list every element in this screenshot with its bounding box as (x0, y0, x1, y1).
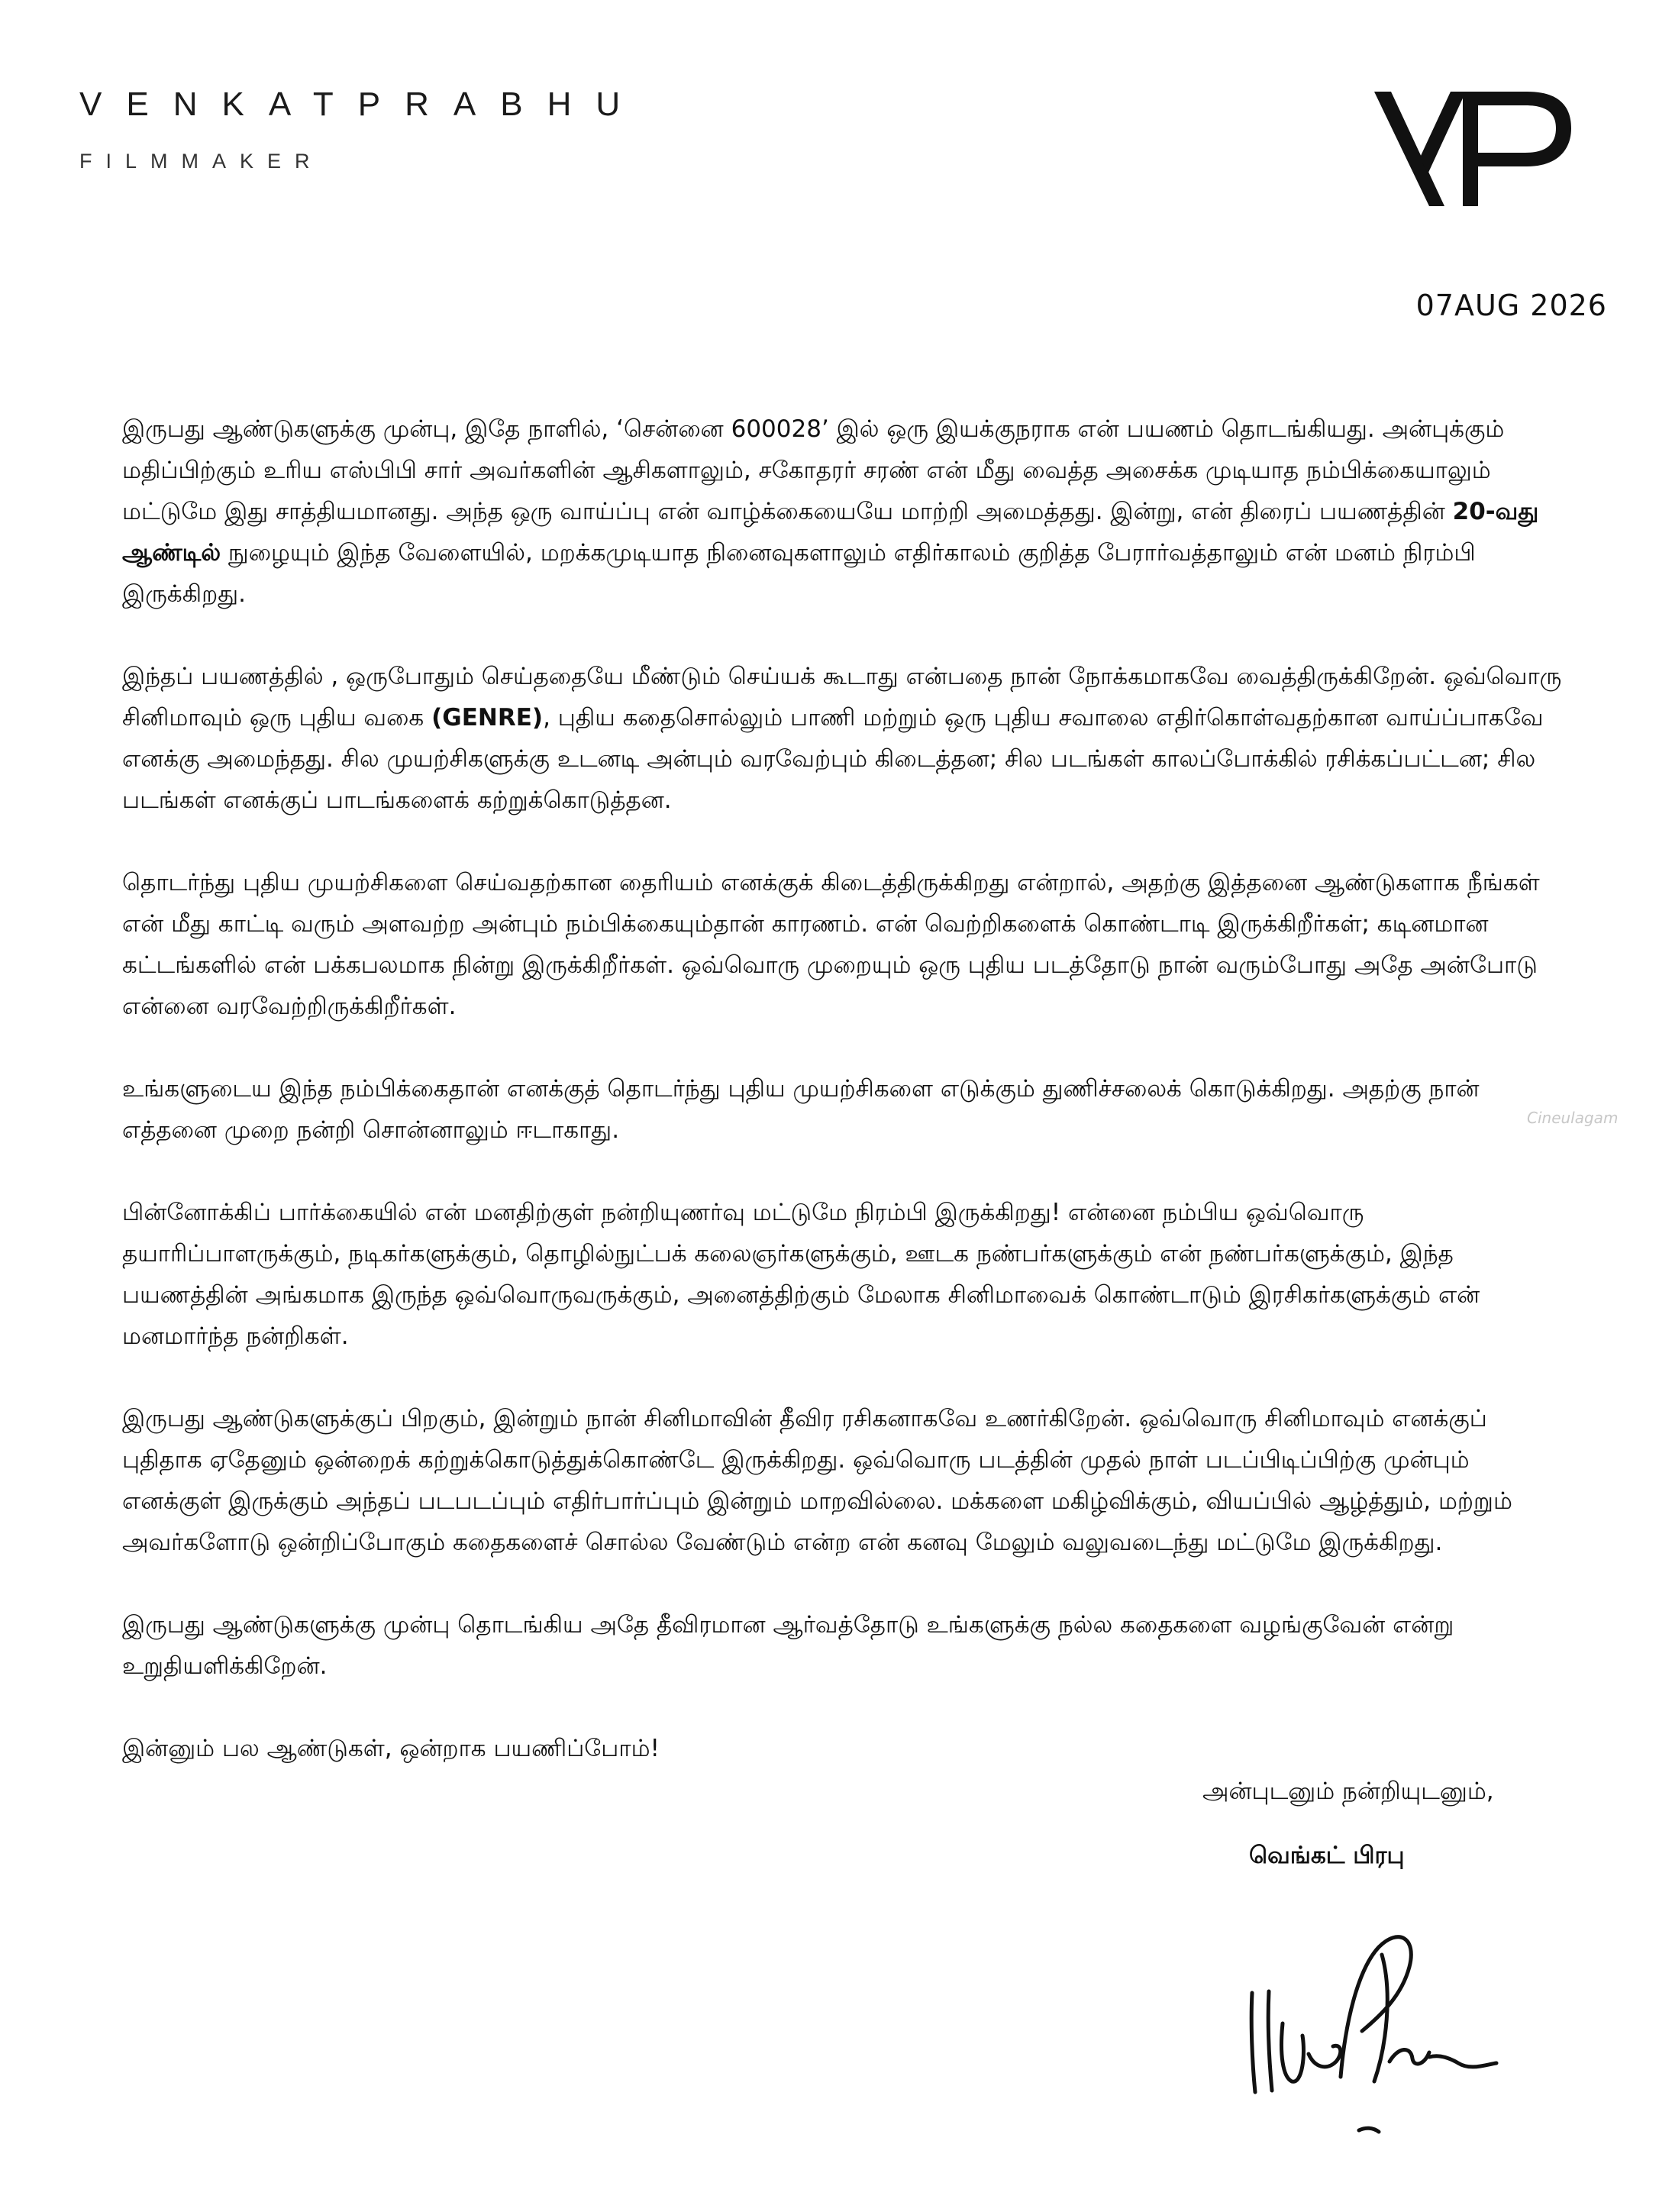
vp-logo (1374, 92, 1573, 206)
paragraph-3: தொடர்ந்து புதிய முயற்சிகளை செய்வதற்கான தைரியம் எனக்குக் கிடைத்திருக்கிறது என்றால், அதற்கு இத்தனை ஆண்டுகளாக நீங்கள் என் மீது காட்டி வரும் அளவற்ற அன்பும் நம்பிக்கையும்தான் காரணம். என் வெற்றிகளைக் கொண்டாடி இருக்கிறீர்கள்; கடினமான கட்டங்களில் என் பக்கபலமாக நின்று இருக்கிறீர்கள். ஒவ்வொரு முறையும் ஒரு புதிய படத்தோடு நான் வரும்போது அதே அன்போடு என்னை வரவேற்றிருக்கிறீர்கள். (122, 869, 1540, 1020)
letter-body (122, 408, 1573, 1810)
paragraph-7: இருபது ஆண்டுகளுக்கு முன்பு தொடங்கிய அதே தீவிரமான ஆர்வத்தோடு உங்களுக்கு நல்ல கதைகளை வழங்குவேன் என்று உறுதியளிக்கிறேன். (122, 1611, 1454, 1680)
letter-date: 07AUG 2026 (1415, 289, 1607, 322)
paragraph-8: இன்னும் பல ஆண்டுகள், ஒன்றாக பயணிப்போம்! (122, 1735, 660, 1762)
brand-name: VENKATPRABHU (79, 86, 645, 123)
paragraph-2: இந்தப் பயணத்தில் , ஒருபோதும் செய்ததையே மீண்டும் செய்யக் கூடாது என்பதை நான் நோக்கமாகவே வைத்திருக்கிறேன். ஒவ்வொரு சினிமாவும் ஒரு புதிய வகை (GENRE), புதிய கதைசொல்லும் பாணி மற்றும் ஒரு புதிய சவாலை எதிர்கொள்வதற்கான வாய்ப்பாகவே எனக்கு அமைந்தது. சில முயற்சிகளுக்கு உடனடி அன்பும் வரவேற்பும் கிடைத்தன; சில படங்கள் காலப்போக்கில் ரசிக்கப்பட்டன; சில படங்கள் எனக்குப் பாடங்களைக் கற்றுக்கொடுத்தன. (122, 663, 1562, 814)
paragraph-4: உங்களுடைய இந்த நம்பிக்கைதான் எனக்குத் தொடர்ந்து புதிய முயற்சிகளை எடுக்கும் துணிச்சலைக் கொடுக்கிறது. அதற்கு நான் எத்தனை முறை நன்றி சொன்னாலும் ஈடாகாது. (122, 1075, 1480, 1144)
paragraph-1: இருபது ஆண்டுகளுக்கு முன்பு, இதே நாளில், ‘சென்னை 600028’ இல் ஒரு இயக்குநராக என் பயணம் தொடங்கியது. அன்புக்கும் மதிப்பிற்கும் உரிய எஸ்பிபி சார் அவர்களின் ஆசிகளாலும், சகோதரர் சரண் என் மீது வைத்த அசைக்க முடியாத நம்பிக்கையாலும் மட்டுமே இது சாத்தியமானது. அந்த ஒரு வாய்ப்பு என் வாழ்க்கையையே மாற்றி அமைத்தது. இன்று, என் திரைப் பயணத்தின் 20-வது ஆண்டில் நுழையும் இந்த வேளையில், மறக்கமுடியாத நினைவுகளாலும் எதிர்காலம் குறித்த பேரார்வத்தாலும் என் மனம் நிரம்பி இருக்கிறது. (122, 415, 1539, 608)
paragraph-6: இருபது ஆண்டுகளுக்குப் பிறகும், இன்றும் நான் சினிமாவின் தீவிர ரசிகனாகவே உணர்கிறேன். ஒவ்வொரு சினிமாவும் எனக்குப் புதிதாக ஏதேனும் ஒன்றைக் கற்றுக்கொடுத்துக்கொண்டே இருக்கிறது. ஒவ்வொரு படத்தின் முதல் நாள் படப்பிடிப்பிற்கு முன்பும் எனக்குள் இருக்கும் அந்தப் படபடப்பும் எதிர்பார்ப்பும் இன்றும் மாறவில்லை. மக்களை மகிழ்விக்கும், வியப்பில் ஆழ்த்தும், மற்றும் அவர்களோடு ஒன்றிப்போகும் கதைகளைச் சொல்ல வேண்டும் என்ற என் கனவு மேலும் வலுவடைந்து மட்டுமே இருக்கிறது. (122, 1405, 1512, 1556)
closing-line: அன்புடனும் நன்றியுடனும், (1202, 1778, 1494, 1805)
paragraph-5: பின்னோக்கிப் பார்க்கையில் என் மனதிற்குள் நன்றியுணர்வு மட்டுமே நிரம்பி இருக்கிறது! என்னை நம்பிய ஒவ்வொரு தயாரிப்பாளருக்கும், நடிகர்களுக்கும், தொழில்நுட்பக் கலைஞர்களுக்கும், ஊடக நண்பர்களுக்கும் என் நண்பர்களுக்கும், இந்த பயணத்தின் அங்கமாக இருந்த ஒவ்வொருவருக்கும், அனைத்திற்கும் மேலாக சினிமாவைக் கொண்டாடும் இரசிகர்களுக்கும் என் மனமார்ந்த நன்றிகள். (122, 1199, 1480, 1350)
brand-subtitle: FILMMAKER (79, 150, 324, 173)
handwritten-signature (1229, 1901, 1550, 2153)
watermark: Cineulagam (1527, 1109, 1619, 1127)
signatory-name: வெங்கட் பிரபு (1249, 1842, 1405, 1869)
